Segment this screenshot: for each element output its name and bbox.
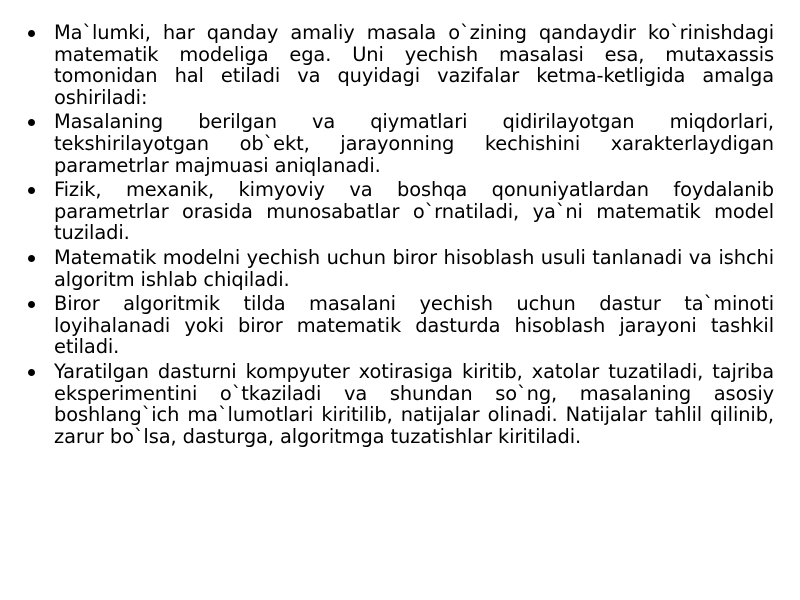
- bullet-item: [28, 247, 774, 290]
- bullet-dot-icon: [28, 30, 35, 37]
- bullet-dot-icon: [28, 255, 35, 262]
- bullet-item: [28, 293, 774, 358]
- bullet-list: [28, 22, 774, 450]
- bullet-dot-icon: [28, 369, 35, 376]
- bullet-text: Ma`lumki, har qanday amaliy masala o`zining qandaydir ko`rinishdagi matematik modeliga ega. Uni yechish masalasi esa, mutaxassis tomonidan hal etiladi va quyidagi vazifalar ketma-ketligida amalga oshiriladi:: [54, 21, 774, 109]
- bullet-item: [28, 22, 774, 108]
- bullet-item: [28, 179, 774, 244]
- bullet-text: Matematik modelni yechish uchun biror hisoblash usuli tanlanadi va ishchi algoritm ishlab chiqiladi.: [54, 245, 774, 291]
- bullet-text: Yaratilgan dasturni kompyuter xotirasiga kiritib, xatolar tuzatiladi, tajriba eksperimentini o`tkaziladi va shundan so`ng, masalaning asosiy boshlang`ich ma`lumotlari kiritilib, natijalar olinadi. Natijalar tahlil qilinib, zarur bo`lsa, dasturga, algoritmga tuzatishlar kiritiladi.: [54, 359, 774, 448]
- bullet-text: Biror algoritmik tilda masalani yechish uchun dastur ta`minoti loyihalanadi yoki biror matematik dasturda hisoblash jarayoni tashkil etiladi.: [54, 292, 774, 359]
- bullet-text: Fizik, mexanik, kimyoviy va boshqa qonuniyatlardan foydalanib parametrlar orasida munosabatlar o`rnatiladi, ya`ni matematik model tuziladi.: [54, 178, 774, 245]
- bullet-dot-icon: [28, 187, 35, 194]
- bullet-item: [28, 111, 774, 176]
- bullet-text: Masalaning berilgan va qiymatlari qidirilayotgan miqdorlari, tekshirilayotgan ob`ekt, jarayonning kechishini xarakterlaydigan parametrlar majmuasi aniqlanadi.: [54, 110, 774, 177]
- bullet-item: [28, 361, 774, 447]
- bullet-dot-icon: [28, 301, 35, 308]
- bullet-dot-icon: [28, 119, 35, 126]
